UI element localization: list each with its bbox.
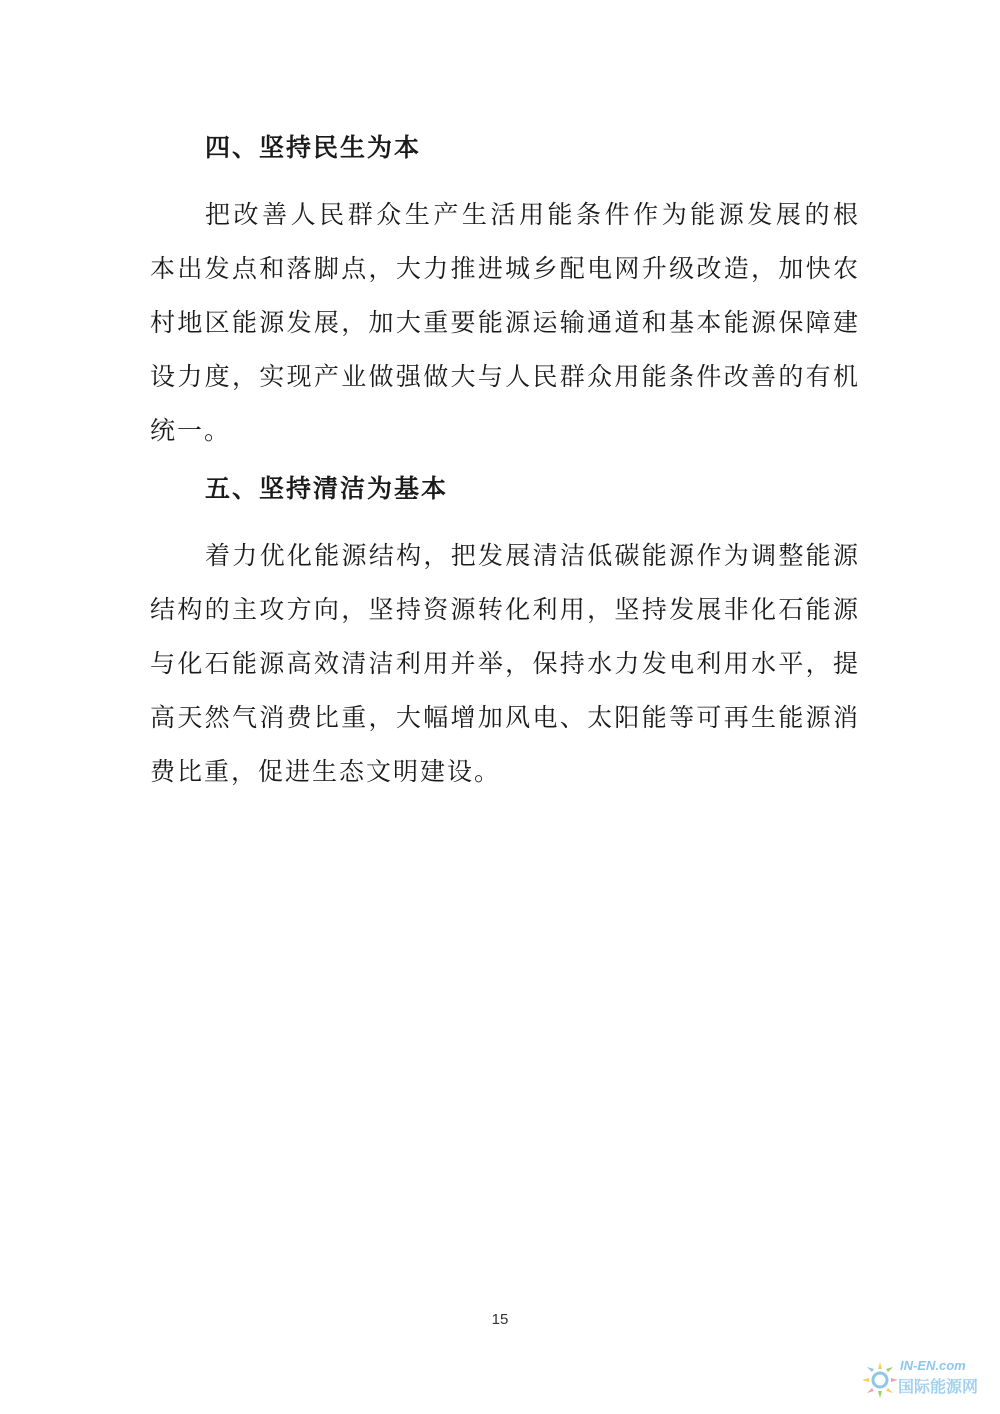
paragraph-line: 本出发点和落脚点，大力推进城乡配电网升级改造，加快农 (150, 254, 860, 283)
section-5-paragraph (150, 529, 860, 799)
paragraph-line: 设力度，实现产业做强做大与人民群众用能条件改善的有机 (150, 362, 860, 391)
section-5-heading: 五、坚持清洁为基本 (205, 474, 449, 503)
paragraph-line: 统一。 (150, 416, 232, 445)
paragraph-line: 与化石能源高效清洁利用并举，保持水力发电利用水平，提 (150, 649, 860, 678)
paragraph-line: 把改善人民群众生产生活用能条件作为能源发展的根 (205, 200, 860, 229)
paragraph-line: 高天然气消费比重，大幅增加风电、太阳能等可再生能源消 (150, 703, 860, 732)
section-4-paragraph (150, 188, 860, 458)
sun-logo-icon (860, 1360, 900, 1400)
paragraph-line: 费比重，促进生态文明建设。 (150, 757, 502, 786)
watermark-text-en: IN-EN.com (900, 1358, 966, 1373)
watermark-text-cn: 国际能源网 (898, 1377, 979, 1396)
watermark-logo (858, 1352, 993, 1407)
page-number: 15 (491, 1311, 509, 1328)
paragraph-line: 村地区能源发展，加大重要能源运输通道和基本能源保障建 (150, 308, 860, 337)
paragraph-line: 结构的主攻方向，坚持资源转化利用，坚持发展非化石能源 (150, 595, 860, 624)
section-4-heading: 四、坚持民生为本 (205, 133, 422, 162)
paragraph-line: 着力优化能源结构，把发展清洁低碳能源作为调整能源 (205, 541, 860, 570)
